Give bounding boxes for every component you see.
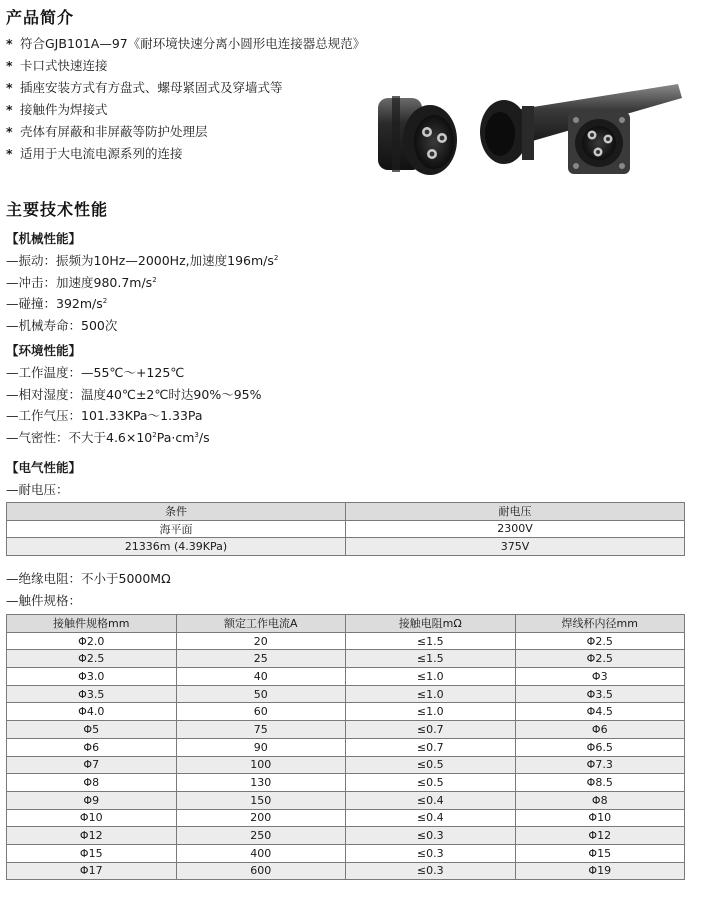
bullet-star: * [6, 36, 13, 51]
bullet-star: * [6, 124, 13, 139]
table-row [7, 520, 685, 538]
spec-title: 主要技术性能 [6, 200, 109, 219]
bullet-star: * [6, 146, 13, 161]
table-header-row [7, 503, 685, 521]
table-cell: ≤1.5 [346, 632, 516, 650]
table-cell: Φ6 [515, 721, 685, 739]
withstand-voltage-line: —耐电压： [6, 482, 69, 497]
table-cell: 海平面 [7, 520, 346, 538]
feature-item [6, 121, 365, 143]
table-cell: Φ8 [515, 791, 685, 809]
table-header-cell: 焊线杯内径mm [515, 615, 685, 633]
table-cell: 250 [176, 827, 346, 845]
table-cell: Φ5 [7, 721, 177, 739]
panel-mount-receptacle [568, 112, 630, 174]
table-cell: Φ4.0 [7, 703, 177, 721]
table-cell: Φ6 [7, 738, 177, 756]
table-cell: 600 [176, 862, 346, 880]
table-cell: Φ10 [7, 809, 177, 827]
table-cell: Φ3.5 [7, 685, 177, 703]
table-row [7, 632, 685, 650]
table-cell: Φ17 [7, 862, 177, 880]
mechanical-heading: 【机械性能】 [6, 231, 82, 246]
table-header-cell: 接触件规格mm [7, 615, 177, 633]
table-cell: 25 [176, 650, 346, 668]
electrical-block [6, 457, 81, 501]
table-row [7, 685, 685, 703]
feature-item [6, 55, 365, 77]
table-cell: Φ3.0 [7, 668, 177, 686]
table-cell: 130 [176, 774, 346, 792]
table-header-cell: 额定工作电流A [176, 615, 346, 633]
table-cell: ≤1.0 [346, 703, 516, 721]
feature-text: 插座安装方式有方盘式、螺母紧固式及穿墙式等 [20, 80, 283, 95]
table-cell: Φ12 [515, 827, 685, 845]
table-row [7, 827, 685, 845]
contact-spec-line: —触件规格： [6, 592, 82, 608]
table-cell: 100 [176, 756, 346, 774]
table-header-cell: 接触电阻mΩ [346, 615, 516, 633]
table-cell: Φ2.0 [7, 632, 177, 650]
mechanical-block [6, 228, 278, 336]
table-cell: ≤0.3 [346, 844, 516, 862]
table-cell: Φ9 [7, 791, 177, 809]
table-cell: ≤0.3 [346, 862, 516, 880]
contact-spec-table [6, 614, 685, 880]
table-cell: 21336m (4.39KPa) [7, 538, 346, 556]
feature-text: 壳体有屏蔽和非屏蔽等防护处理层 [20, 124, 208, 139]
table-cell: ≤0.4 [346, 809, 516, 827]
feature-item [6, 99, 365, 121]
table-cell: Φ8 [7, 774, 177, 792]
bullet-star: * [6, 58, 13, 73]
feature-text: 符合GJB101A—97《耐环境快速分离小圆形电连接器总规范》 [20, 36, 366, 51]
table-cell: Φ7 [7, 756, 177, 774]
table-cell: 150 [176, 791, 346, 809]
table-cell: ≤0.5 [346, 774, 516, 792]
table-cell: ≤0.4 [346, 791, 516, 809]
airtightness-line: —气密性：不大于$4.6\times 10^2Pa\cdot cm^3/s$ [6, 429, 210, 445]
table-cell: Φ12 [7, 827, 177, 845]
table-cell: ≤0.7 [346, 738, 516, 756]
vibration-line: —振动：振频为10Hz—2000Hz,加速度$196m/s^2$ [6, 253, 279, 268]
connector-product-image [372, 82, 684, 192]
table-cell: 75 [176, 721, 346, 739]
table-row [7, 538, 685, 556]
table-cell: ≤0.3 [346, 827, 516, 845]
table-cell: Φ2.5 [7, 650, 177, 668]
table-header-cell: 耐电压 [346, 503, 685, 521]
electrical-heading: 【电气性能】 [6, 460, 82, 475]
table-row [7, 862, 685, 880]
table-row [7, 668, 685, 686]
table-cell: ≤0.7 [346, 721, 516, 739]
feature-item [6, 33, 365, 55]
table-row [7, 791, 685, 809]
table-cell: 2300V [346, 520, 685, 538]
plug-connector [378, 96, 457, 175]
intro-title: 产品简介 [6, 8, 75, 27]
insulation-resistance-line: —绝缘电阻：不小于5000MΩ [6, 571, 171, 586]
feature-text: 卡口式快速连接 [20, 58, 108, 73]
bump-line: —碰撞：$392m/s^2$ [6, 296, 108, 311]
table-cell: Φ2.5 [515, 632, 685, 650]
mechanical-life-line: —机械寿命：500次 [6, 317, 118, 333]
table-cell: Φ15 [515, 844, 685, 862]
table-cell: ≤1.5 [346, 650, 516, 668]
table-cell: Φ4.5 [515, 703, 685, 721]
table-cell: Φ15 [7, 844, 177, 862]
table-cell: 400 [176, 844, 346, 862]
table-row [7, 703, 685, 721]
table-cell: Φ6.5 [515, 738, 685, 756]
table-cell: ≤0.5 [346, 756, 516, 774]
table-cell: 90 [176, 738, 346, 756]
table-header-row [7, 615, 685, 633]
humidity-line: —相对湿度：温度40℃±2℃时达90%～95% [6, 386, 262, 402]
environmental-block [6, 340, 261, 448]
table-cell: Φ19 [515, 862, 685, 880]
feature-text: 适用于大电流电源系列的连接 [20, 146, 183, 161]
table-cell: 40 [176, 668, 346, 686]
feature-item [6, 143, 365, 165]
insulation-block [6, 568, 171, 611]
table-row [7, 774, 685, 792]
table-header-cell: 条件 [7, 503, 346, 521]
pressure-line: —工作气压：101.33KPa～1.33Pa [6, 408, 203, 423]
table-row [7, 844, 685, 862]
bullet-star: * [6, 80, 13, 95]
table-cell: Φ10 [515, 809, 685, 827]
table-row [7, 809, 685, 827]
shock-line: —冲击：加速度$980.7m/s^2$ [6, 274, 157, 290]
withstand-voltage-table [6, 502, 685, 556]
table-row [7, 650, 685, 668]
table-row [7, 738, 685, 756]
table-cell: Φ3 [515, 668, 685, 686]
contact-table-body [7, 632, 685, 880]
table-cell: Φ2.5 [515, 650, 685, 668]
feature-item [6, 77, 365, 99]
table-row [7, 721, 685, 739]
feature-text: 接触件为焊接式 [20, 102, 108, 117]
temperature-line: —工作温度：—55℃～+125℃ [6, 365, 185, 380]
feature-list [6, 33, 365, 165]
table-cell: ≤1.0 [346, 685, 516, 703]
bullet-star: * [6, 102, 13, 117]
table-cell: 200 [176, 809, 346, 827]
environmental-heading: 【环境性能】 [6, 343, 82, 358]
table-row [7, 756, 685, 774]
table-cell: 375V [346, 538, 685, 556]
table-cell: Φ7.3 [515, 756, 685, 774]
table-cell: Φ3.5 [515, 685, 685, 703]
table-cell: Φ8.5 [515, 774, 685, 792]
table-cell: 50 [176, 685, 346, 703]
table-cell: 60 [176, 703, 346, 721]
table-cell: ≤1.0 [346, 668, 516, 686]
table-cell: 20 [176, 632, 346, 650]
